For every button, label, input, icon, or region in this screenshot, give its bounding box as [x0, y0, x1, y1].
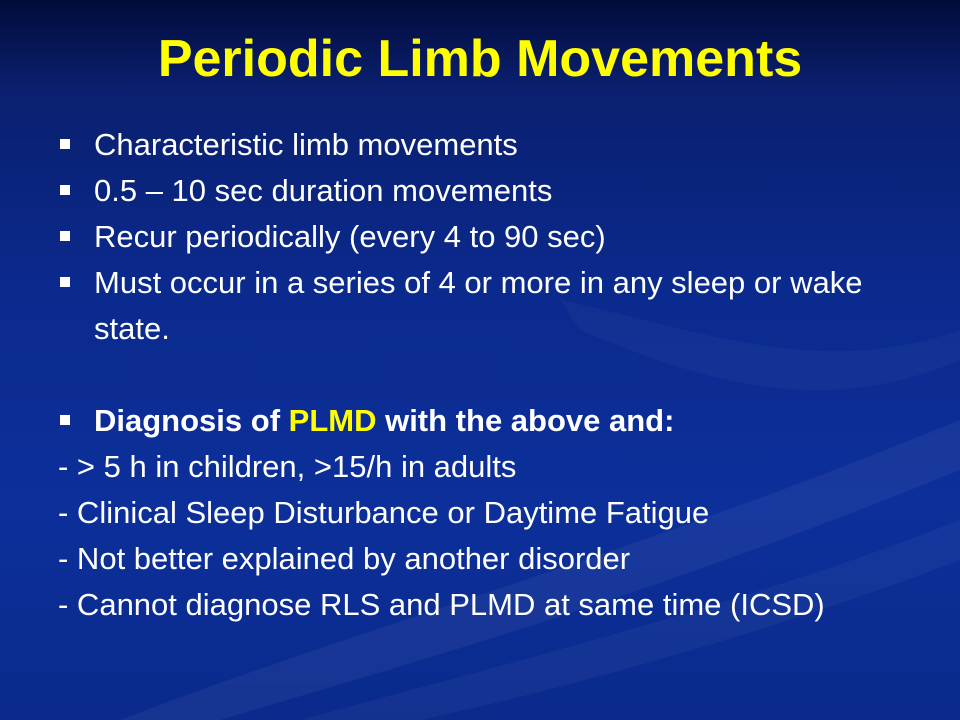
bullet-text: 0.5 – 10 sec duration movements — [94, 173, 553, 208]
square-bullet-icon — [60, 185, 70, 195]
square-bullet-icon — [60, 277, 70, 287]
square-bullet-icon — [60, 231, 70, 241]
diagnosis-highlight: PLMD — [288, 403, 377, 438]
square-bullet-icon — [60, 139, 70, 149]
bullet-item — [58, 214, 938, 260]
criteria-item: - Cannot diagnose RLS and PLMD at same time (ICSD) — [58, 587, 825, 622]
diagnosis-prefix: Diagnosis of — [94, 403, 289, 438]
spacer — [58, 352, 938, 398]
criteria-item: - Clinical Sleep Disturbance or Daytime Fatigue — [58, 495, 710, 530]
diagnosis-heading — [58, 398, 938, 444]
bullet-item — [58, 260, 938, 352]
bullet-text: Recur periodically (every 4 to 90 sec) — [94, 219, 606, 254]
slide-content — [58, 122, 938, 628]
slide-title: Periodic Limb Movements — [157, 30, 803, 88]
bullet-text: Characteristic limb movements — [94, 127, 518, 162]
diagnosis-suffix: with the above and: — [376, 403, 675, 438]
criteria-item: - > 5 h in children, >15/h in adults — [58, 449, 517, 484]
bullet-item — [58, 122, 938, 168]
criteria-item: - Not better explained by another disorder — [58, 541, 631, 576]
bullet-text: Must occur in a series of 4 or more in any sleep or wake state. — [94, 265, 863, 346]
bullet-item — [58, 168, 938, 214]
square-bullet-icon — [60, 415, 70, 425]
